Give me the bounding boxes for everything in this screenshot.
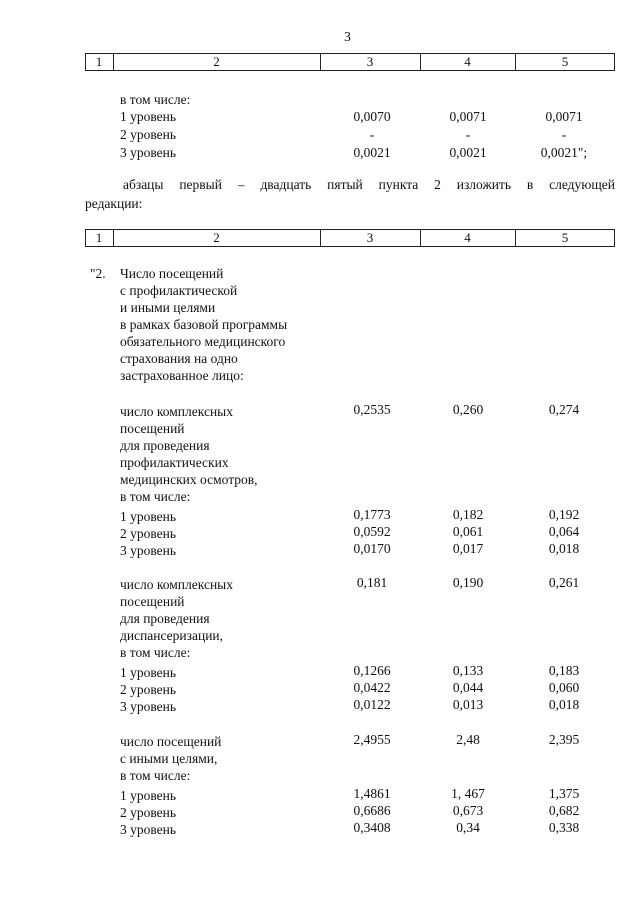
table-header-row-1 bbox=[85, 53, 615, 71]
section-2-total-col5: 0,261 bbox=[548, 575, 580, 590]
header2-col-1: 1 bbox=[95, 230, 103, 245]
header2-col-5: 5 bbox=[561, 230, 569, 245]
section-3-level-1-col4: 1, 467 bbox=[451, 786, 485, 801]
section-3-level-3-col5: 0,338 bbox=[548, 820, 580, 835]
section-3-level-2-col4: 0,673 bbox=[452, 803, 484, 818]
section-3-level-3-label: 3 уровень bbox=[120, 822, 177, 837]
header-col-5: 5 bbox=[561, 54, 569, 69]
header2-col-2: 2 bbox=[213, 230, 220, 245]
section-1-level-1-col4: 0,182 bbox=[452, 507, 484, 522]
top-row-2-col3: - bbox=[369, 127, 375, 142]
section-2-label-line: в том числе: bbox=[120, 645, 191, 660]
section-3-label-line: число посещений bbox=[120, 734, 222, 749]
section-2-level-3-col4: 0,013 bbox=[452, 697, 484, 712]
section-2-level-2-col4: 0,044 bbox=[452, 680, 484, 695]
section-1-label-line: посещений bbox=[120, 421, 185, 436]
top-row-2-col4: - bbox=[465, 127, 471, 142]
table-header-row-2 bbox=[85, 229, 615, 247]
section-3-label-line: в том числе: bbox=[120, 768, 191, 783]
section-1-level-1-label: 1 уровень bbox=[120, 509, 177, 524]
item-title-line: и иными целями bbox=[120, 300, 216, 315]
top-row-1-col5: 0,0071 bbox=[545, 109, 583, 124]
section-2-level-1-col3: 0,1266 bbox=[353, 663, 391, 678]
section-2-level-1-col4: 0,133 bbox=[452, 663, 484, 678]
item-title-line: Число посещений bbox=[120, 266, 224, 281]
section-3-level-1-label: 1 уровень bbox=[120, 788, 177, 803]
section-3-level-1-col5: 1,375 bbox=[548, 786, 580, 801]
section-2-level-3-label: 3 уровень bbox=[120, 699, 177, 714]
section-2-label-line: для проведения bbox=[120, 611, 210, 626]
section-3-level-2-col5: 0,682 bbox=[548, 803, 580, 818]
section-2-level-1-label: 1 уровень bbox=[120, 665, 177, 680]
item-title-line: с профилактической bbox=[120, 283, 238, 298]
section-2-level-2-label: 2 уровень bbox=[120, 682, 177, 697]
section-1-total-col4: 0,260 bbox=[452, 402, 484, 417]
section-2-total-col3: 0,181 bbox=[356, 575, 388, 590]
section-2-level-3-col5: 0,018 bbox=[548, 697, 580, 712]
page-number: 3 bbox=[344, 29, 351, 44]
top-row-1-col3: 0,0070 bbox=[353, 109, 391, 124]
section-2-label-line: число комплексных bbox=[120, 577, 233, 592]
section-1-label-line: в том числе: bbox=[120, 489, 191, 504]
section-1-label-line: для проведения bbox=[120, 438, 210, 453]
section-1-level-3-col3: 0,0170 bbox=[353, 541, 391, 556]
amendment-paragraph bbox=[85, 175, 615, 213]
top-row-3-col3: 0,0021 bbox=[353, 145, 391, 160]
item-title-line: обязательного медицинского bbox=[120, 334, 286, 349]
top-row-1-col4: 0,0071 bbox=[449, 109, 487, 124]
top-row-2-col5: - bbox=[561, 127, 567, 142]
section-2-level-1-col5: 0,183 bbox=[548, 663, 580, 678]
section-3-level-3-col3: 0,3408 bbox=[353, 820, 391, 835]
section-3-level-3-col4: 0,34 bbox=[456, 820, 480, 835]
header-col-1: 1 bbox=[95, 54, 103, 69]
section-2-level-2-col5: 0,060 bbox=[548, 680, 580, 695]
top-row-2-label: 2 уровень bbox=[120, 127, 177, 142]
item-title-line: в рамках базовой программы bbox=[120, 317, 288, 332]
section-3-label-line: с иными целями, bbox=[120, 751, 218, 766]
section-2-level-2-col3: 0,0422 bbox=[353, 680, 391, 695]
item-title-line: застрахованное лицо: bbox=[120, 368, 244, 383]
section-1-level-3-col5: 0,018 bbox=[548, 541, 580, 556]
section-1-level-2-label: 2 уровень bbox=[120, 526, 177, 541]
section-3-level-2-label: 2 уровень bbox=[120, 805, 177, 820]
header-col-3: 3 bbox=[366, 54, 374, 69]
section-2-label-line: посещений bbox=[120, 594, 185, 609]
paragraph-line-2: редакции: bbox=[85, 196, 143, 211]
header2-col-3: 3 bbox=[366, 230, 374, 245]
section-2-level-3-col3: 0,0122 bbox=[353, 697, 391, 712]
top-intro: в том числе: bbox=[120, 92, 191, 107]
section-1-label-line: медицинских осмотров, bbox=[120, 472, 258, 487]
top-row-1-label: 1 уровень bbox=[120, 109, 177, 124]
section-1-level-3-label: 3 уровень bbox=[120, 543, 177, 558]
section-1-level-1-col5: 0,192 bbox=[548, 507, 580, 522]
header-col-2: 2 bbox=[213, 54, 220, 69]
section-1-level-2-col5: 0,064 bbox=[548, 524, 580, 539]
item-title-line: страхования на одно bbox=[120, 351, 238, 366]
top-row-3-label: 3 уровень bbox=[120, 145, 177, 160]
item-number: "2. bbox=[90, 266, 106, 281]
section-1-level-3-col4: 0,017 bbox=[452, 541, 484, 556]
section-3-total-col4: 2,48 bbox=[456, 732, 480, 747]
section-1-total-col5: 0,274 bbox=[548, 402, 580, 417]
section-3-level-1-col3: 1,4861 bbox=[353, 786, 391, 801]
paragraph-line-1: абзацы первый – двадцать пятый пункта 2 изложить в следующей bbox=[123, 177, 615, 192]
header-col-4: 4 bbox=[464, 54, 471, 69]
section-2-label-line: диспансеризации, bbox=[120, 628, 224, 643]
section-1-label-line: профилактических bbox=[120, 455, 229, 470]
top-row-3-col5: 0,0021"; bbox=[540, 145, 588, 160]
section-1-level-1-col3: 0,1773 bbox=[353, 507, 391, 522]
section-3-total-col5: 2,395 bbox=[548, 732, 580, 747]
section-3-total-col3: 2,4955 bbox=[353, 732, 391, 747]
top-row-3-col4: 0,0021 bbox=[449, 145, 487, 160]
section-1-label-line: число комплексных bbox=[120, 404, 233, 419]
section-3-level-2-col3: 0,6686 bbox=[353, 803, 391, 818]
section-1-total-col3: 0,2535 bbox=[353, 402, 391, 417]
header2-col-4: 4 bbox=[464, 230, 471, 245]
section-1-level-2-col3: 0,0592 bbox=[353, 524, 391, 539]
section-2-total-col4: 0,190 bbox=[452, 575, 484, 590]
section-1-level-2-col4: 0,061 bbox=[452, 524, 484, 539]
